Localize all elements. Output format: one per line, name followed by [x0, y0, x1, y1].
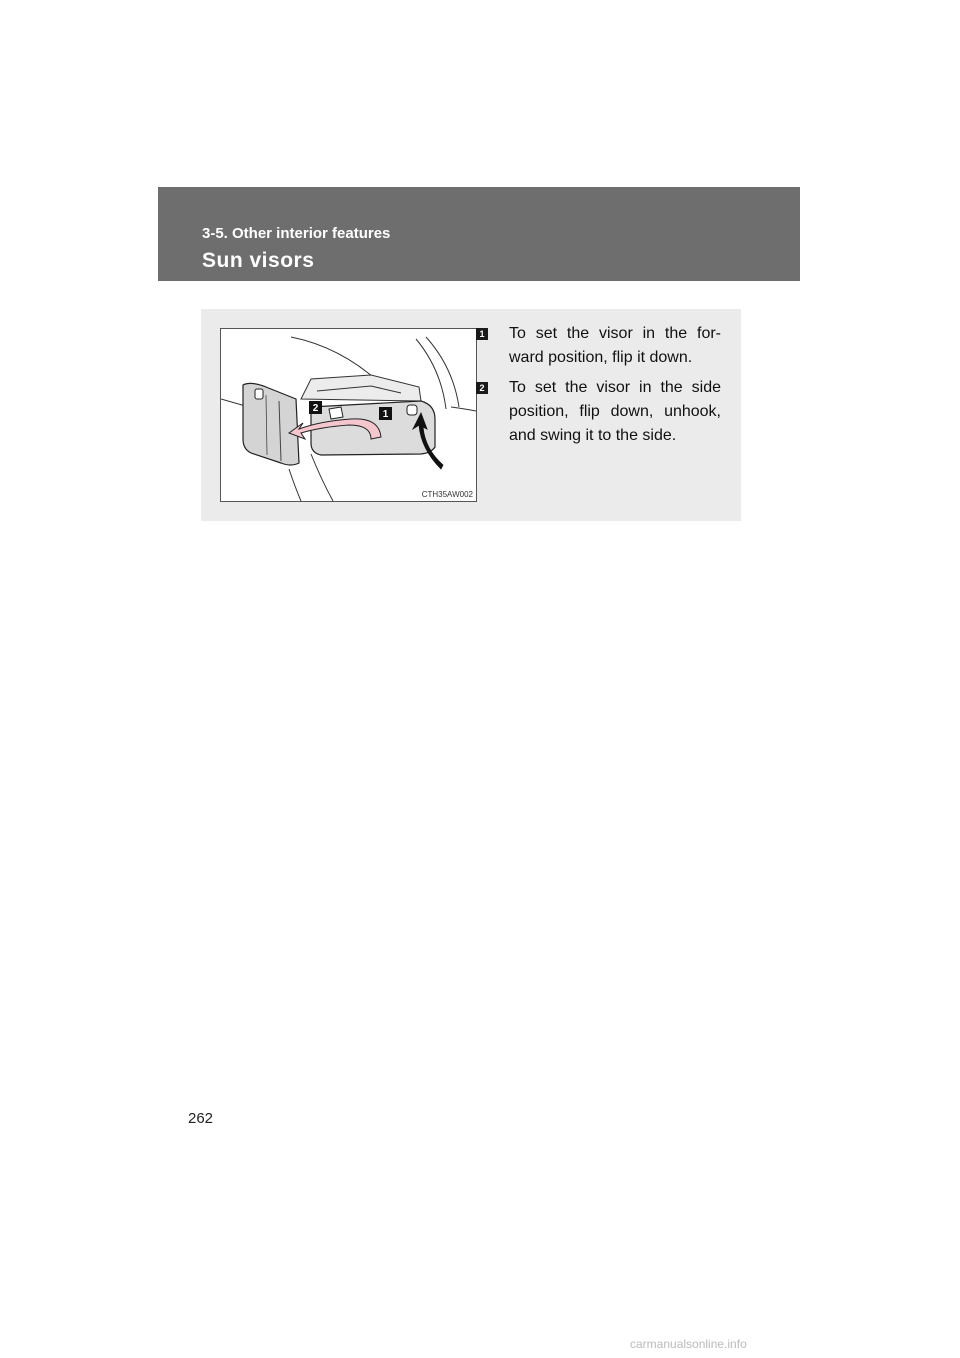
step-text: To set the visor in the side position, flip down, unhook, and swing it to the side. — [509, 379, 721, 444]
page-title: Sun visors — [202, 249, 315, 272]
figure-code: CTH35AW002 — [421, 490, 473, 499]
sun-visor-illustration — [220, 328, 477, 502]
step-text: To set the visor in the for-ward position, flip it down. — [509, 325, 721, 366]
section-label: 3-5. Other interior features — [202, 225, 391, 242]
step-number-badge: 2 — [476, 382, 488, 394]
callout-1: 1 — [382, 409, 389, 420]
watermark: carmanualsonline.info — [630, 1337, 747, 1351]
step-list — [476, 322, 721, 454]
callout-2: 2 — [312, 403, 319, 414]
sun-visor-drawing — [221, 329, 476, 501]
step-item — [476, 322, 721, 370]
page-number: 262 — [188, 1110, 214, 1127]
step-item — [476, 376, 721, 448]
content-box — [201, 309, 741, 521]
section-header — [158, 187, 800, 281]
step-number-badge: 1 — [476, 328, 488, 340]
